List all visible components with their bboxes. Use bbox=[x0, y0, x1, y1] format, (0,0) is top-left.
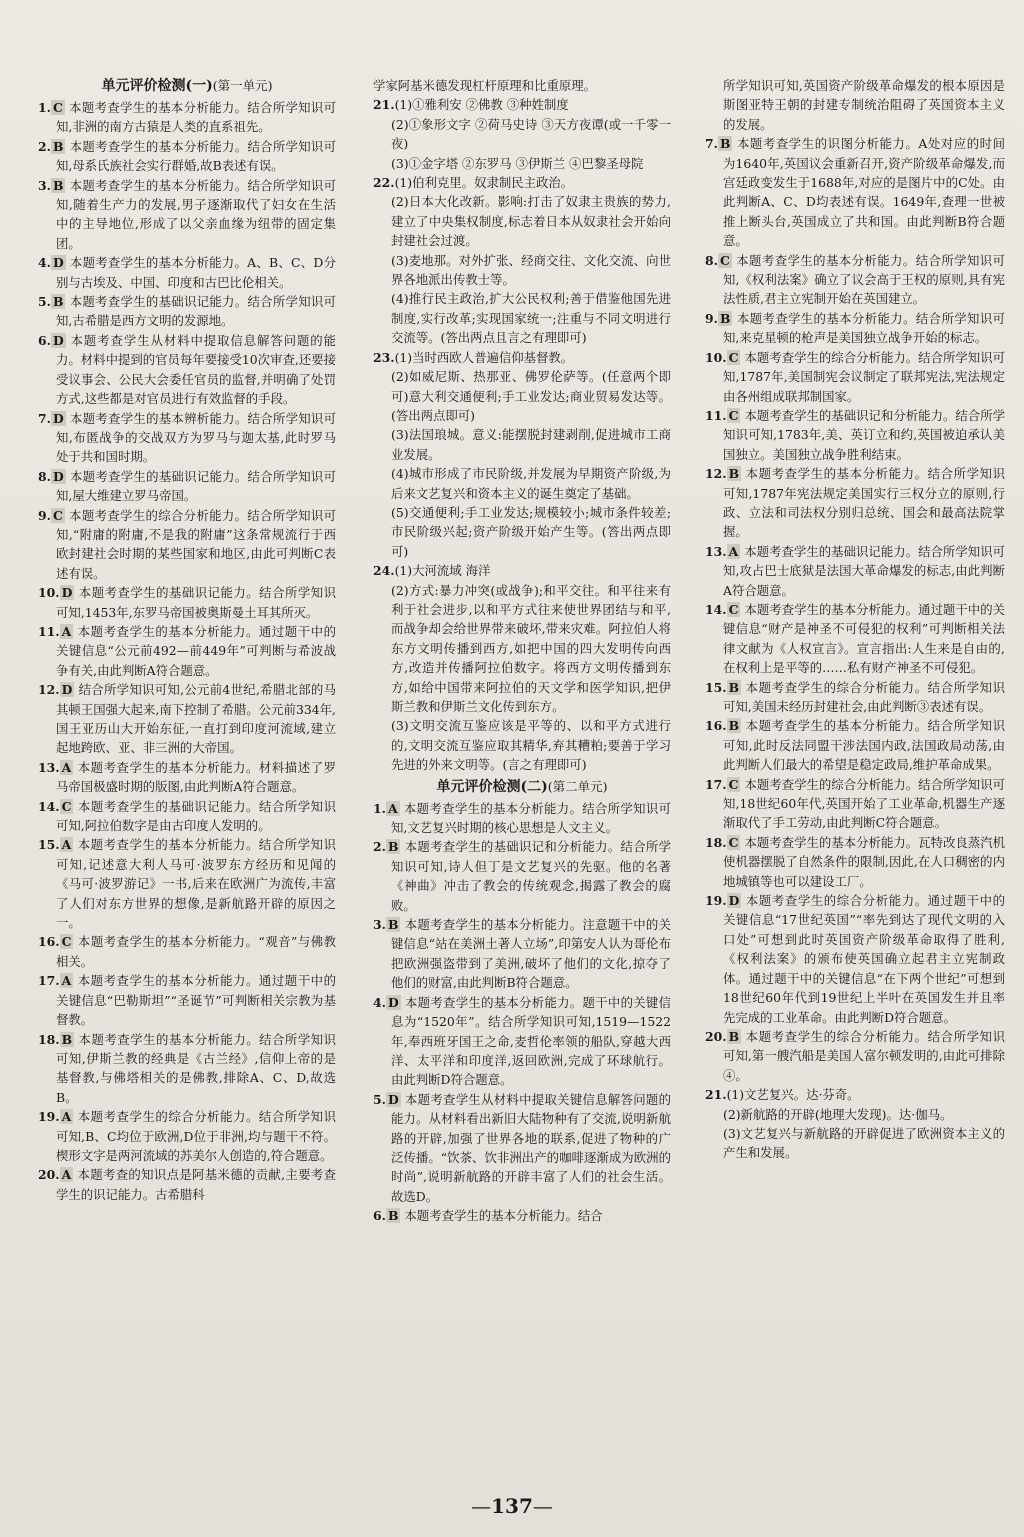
answer-item bbox=[38, 137, 336, 176]
question-number: 20. bbox=[705, 1028, 727, 1044]
answer-item bbox=[38, 331, 336, 409]
answer-item bbox=[705, 348, 1005, 406]
explanation-text: 本题考查学生的基础识记能力。结合所学知识可知,屋大维建立罗马帝国。 bbox=[56, 468, 336, 504]
section-title-unit-1: 单元评价检测(一)(第一单元) bbox=[101, 78, 273, 94]
answer-letter: D bbox=[61, 682, 73, 698]
explanation-text: 本题考查学生的基本分析能力。通过题干中的关键信息“巴勒斯坦”“圣诞节”可判断相关宗教为基督教。 bbox=[56, 973, 336, 1028]
answer-item bbox=[373, 1206, 671, 1225]
answer-letter: C bbox=[61, 798, 72, 814]
answer-list-unit-2-cont bbox=[705, 134, 1005, 1085]
question-number: 16. bbox=[705, 718, 727, 734]
answer-item bbox=[705, 464, 1005, 542]
column-1 bbox=[38, 76, 336, 1204]
explanation-text: 结合所学知识可知,公元前4世纪,希腊北部的马其顿王国强大起来,南下控制了希腊。公元前334年,国王亚历山大开始东征,一直打到印度河流域,建立起地跨欧、亚、非三洲的大帝国。 bbox=[56, 682, 336, 756]
answer-letter: C bbox=[52, 507, 63, 523]
explanation-text: 本题考查学生的基本分析能力。通过题干中的关键信息“财产是神圣不可侵犯的权利”可判断相关法律文献为《人权宣言》。宣言指出:人生来是自由的,在权利上是平等的……私有财产神圣不可侵犯。 bbox=[723, 601, 1005, 676]
explanation-text: 本题考查学生的识图分析能力。A处对应的时间为1640年,英国议会重新召开,资产阶级革命爆发,而宫廷政变发生于1688年,对应的是图片中的C处。由此判断A、C、D均表述有误。1649年,查理一世被推上断头台,英国成立了共和国。由此判断B符合题意。 bbox=[723, 136, 1005, 249]
question-number: 7. bbox=[705, 136, 718, 152]
explanation-text: 本题考查学生从材料中提取关键信息解答问题的能力。从材料看出新旧大陆物种有了交流,说明新航路的开辟,加强了世界各地的联系,促进了物种的广泛传播。“饮茶、饮非洲出产的咖啡逐渐成为欧洲的时尚”,说明新航路的开辟丰富了人们的社会生活。故选D。 bbox=[391, 1091, 671, 1204]
explanation-text: 本题考查学生的基本分析能力。结合所学知识可知,文艺复兴时期的核心思想是人文主义。 bbox=[391, 800, 671, 836]
answer-letter: D bbox=[728, 893, 740, 909]
question-22: 22.(1)伯利克里。奴隶制民主政治。 (2)日本大化改新。影响:打击了奴隶主贵族的势力,建立了中央集权制度,标志着日本从奴隶社会开始向封建社会过渡。 (3)麦地那。对外扩张、经商交往、文化交流、向世界各地派出传教士等。 (4)推行民主政治,扩大公民权利;善于借鉴他国先进制度,实行改革;实现国家统一;注重与不同文明进行交流等。(答出两点且言之有理即可) bbox=[373, 175, 671, 346]
answer-item bbox=[705, 309, 1005, 348]
answer-letter: A bbox=[728, 543, 739, 559]
answer-item bbox=[38, 1030, 336, 1108]
section-title-unit-2: 单元评价检测(二)(第二单元) bbox=[436, 778, 608, 795]
question-number: 9. bbox=[705, 310, 718, 326]
explanation-text: 本题考查学生的基础识记能力。结合所学知识可知,阿拉伯数字是由古印度人发明的。 bbox=[56, 798, 336, 834]
continued-text: 所学知识可知,英国资产阶级革命爆发的根本原因是斯图亚特王朝的封建专制统治阻碍了英国资本主义的发展。 bbox=[723, 78, 1005, 132]
question-number: 3. bbox=[373, 917, 386, 933]
answer-letter: A bbox=[61, 1167, 72, 1183]
answer-letter: B bbox=[728, 679, 740, 695]
explanation-text: 本题考查学生的综合分析能力。结合所学知识可知,第一艘汽船是美国人富尔顿发明的,由此可排除④。 bbox=[723, 1028, 1005, 1083]
answer-letter: A bbox=[61, 1109, 72, 1125]
explanation-text: 本题考查学生的基本分析能力。结合所学知识可知,随着生产力的发展,男子逐渐取代了妇女在生活中的主导地位,形成了以父亲血缘为纽带的固定集团。 bbox=[56, 177, 336, 251]
explanation-text: 本题考查学生的基本辨析能力。结合所学知识可知,布匿战争的交战双方为罗马与迦太基,此时罗马处于共和国时期。 bbox=[56, 410, 336, 465]
question-number: 19. bbox=[38, 1109, 60, 1125]
answer-item bbox=[705, 775, 1005, 833]
answer-item bbox=[373, 837, 671, 915]
answer-letter: A bbox=[61, 623, 72, 639]
answer-letter: C bbox=[728, 601, 739, 617]
answer-item bbox=[705, 833, 1005, 891]
answer-letter: A bbox=[387, 800, 398, 816]
explanation-text: 本题考查学生的基础识记能力。结合所学知识可知,古希腊是西方文明的发源地。 bbox=[56, 294, 336, 329]
question-number: 16. bbox=[38, 934, 60, 950]
explanation-text: 本题考查学生的基本分析能力。A、B、C、D分别与古埃及、中国、印度和古巴比伦相关。 bbox=[56, 255, 336, 290]
explanation-text: 本题考查学生的基本分析能力。结合所学知识可知,1787年宪法规定美国实行三权分立的原则,行政、立法和司法权分别归总统、国会和最高法院掌握。 bbox=[723, 466, 1005, 540]
answer-letter: A bbox=[61, 837, 72, 853]
answer-list-unit-2 bbox=[373, 799, 671, 1226]
answer-item bbox=[705, 406, 1005, 464]
explanation-text: 本题考查学生的基本分析能力。结合所学知识可知,此时反法同盟干涉法国内政,法国政局动荡,由此判断人们最大的希望是稳定政局,维护革命成果。 bbox=[723, 718, 1005, 773]
answer-letter: C bbox=[719, 252, 730, 268]
answer-item bbox=[38, 583, 336, 622]
column-3 bbox=[705, 76, 1005, 1163]
question-number: 18. bbox=[705, 834, 727, 850]
answer-item bbox=[38, 680, 336, 758]
question-number: 4. bbox=[38, 255, 51, 271]
question-number: 2. bbox=[38, 138, 51, 154]
explanation-text: 本题考查学生的基本分析能力。结合 bbox=[404, 1208, 603, 1224]
answer-item bbox=[38, 176, 336, 254]
explanation-text: 本题考查学生的基本分析能力。注意题干中的关键信息“站在美洲土著人立场”,印第安人认为哥伦布把欧洲强盗带到了美洲,破坏了他们的文化,掠夺了他们的财富,由此判断B符合题意。 bbox=[391, 917, 671, 991]
answer-letter: C bbox=[61, 934, 72, 950]
explanation-text: 本题考查学生的综合分析能力。结合所学知识可知,“附庸的附庸,不是我的附庸”这条常规流行于西欧封建社会时期的某些国家和地区,由此可判断C表述有误。 bbox=[56, 507, 336, 581]
answer-item bbox=[38, 467, 336, 506]
answer-letter: A bbox=[61, 759, 72, 775]
question-23: 23.(1)当时西欧人普遍信仰基督教。 (2)如威尼斯、热那亚、佛罗伦萨等。(任意两个即可)意大利交通便利;手工业发达;商业贸易发达等。(答出两点即可) (3)法国琅城。意义:能摆脱封建剥削,促进城市工商业发展。 (4)城市形成了市民阶级,并发展为早期资产阶级,为后来文艺复兴和资本主义的诞生奠定了基础。 (5)交通便利;手工业发达;规模较小;城市条件较差;市民阶级兴起;资产阶级开始产生等。(答出两点即可) bbox=[373, 349, 671, 559]
answer-item bbox=[705, 542, 1005, 600]
question-number: 12. bbox=[38, 682, 60, 698]
question-number: 11. bbox=[705, 407, 727, 423]
question-number: 3. bbox=[38, 177, 51, 193]
explanation-text: 本题考查学生的基本分析能力。材料描述了罗马帝国极盛时期的版图,由此判断A符合题意。 bbox=[56, 759, 336, 795]
answer-letter: C bbox=[52, 100, 63, 115]
answer-item bbox=[38, 1107, 336, 1165]
question-number: 5. bbox=[373, 1091, 386, 1107]
answer-letter: B bbox=[52, 138, 64, 154]
answer-item bbox=[38, 758, 336, 797]
answer-letter: C bbox=[728, 407, 739, 423]
question-number: 5. bbox=[38, 294, 51, 310]
answer-letter: D bbox=[61, 585, 73, 601]
question-number: 1. bbox=[38, 100, 51, 115]
explanation-text: 本题考查学生的基础识记能力。结合所学知识可知,攻占巴士底狱是法国大革命爆发的标志,由此判断A符合题意。 bbox=[723, 543, 1005, 598]
question-number: 13. bbox=[38, 759, 60, 775]
answer-letter: B bbox=[61, 1031, 73, 1047]
question-number: 18. bbox=[38, 1031, 60, 1047]
column-2 bbox=[373, 76, 671, 1226]
answer-letter: D bbox=[387, 994, 399, 1010]
explanation-text: 本题考查学生的基本分析能力。结合所学知识可知,伊斯兰教的经典是《古兰经》,信仰上帝的是基督教,与佛塔相关的是佛教,排除A、C、D,故选B。 bbox=[56, 1031, 336, 1105]
answer-letter: B bbox=[387, 917, 399, 933]
explanation-text: 本题考查学生的综合分析能力。结合所学知识可知,美国未经历封建社会,由此判断③表述有误。 bbox=[723, 679, 1005, 714]
explanation-text: 本题考查的知识点是阿基米德的贡献,主要考查学生的识记能力。古希腊科 bbox=[56, 1167, 336, 1202]
answer-item bbox=[38, 932, 336, 971]
explanation-text: 本题考查学生的基础识记和分析能力。结合所学知识可知,1783年,美、英订立和约,英国被迫承认美国独立。美国独立战争胜利结束。 bbox=[723, 407, 1005, 462]
answer-letter: B bbox=[387, 1208, 399, 1224]
explanation-text: 本题考查学生的基本分析能力。结合所学知识可知,母系氏族社会实行群婚,故B表述有误。 bbox=[56, 138, 336, 174]
answer-letter: B bbox=[728, 466, 740, 482]
answer-letter: B bbox=[52, 177, 64, 193]
question-number: 7. bbox=[38, 410, 51, 426]
question-number: 17. bbox=[705, 776, 727, 792]
explanation-text: 本题考查学生的基本分析能力。结合所学知识可知,《权利法案》确立了议会高于王权的原则,具有宪法性质,君主立宪制开始在英国建立。 bbox=[723, 252, 1005, 307]
answer-letter: B bbox=[719, 136, 731, 152]
question-number: 19. bbox=[705, 893, 727, 909]
answer-item bbox=[705, 134, 1005, 250]
question-number: 4. bbox=[373, 994, 386, 1010]
explanation-text: 本题考查学生的综合分析能力。结合所学知识可知,18世纪60年代,英国开始了工业革命,机器生产逐渐取代了手工劳动,由此判断C符合题意。 bbox=[723, 776, 1005, 831]
answer-item bbox=[38, 835, 336, 932]
question-21: 21.(1)①雅利安 ②佛教 ③种姓制度 (2)①象形文字 ②荷马史诗 ③天方夜谭(或一千零一夜) (3)①金字塔 ②东罗马 ③伊斯兰 ④巴黎圣母院 bbox=[373, 97, 671, 171]
answer-letter: C bbox=[728, 349, 739, 365]
answer-item bbox=[373, 799, 671, 838]
question-number: 8. bbox=[705, 252, 718, 268]
answer-item bbox=[705, 678, 1005, 717]
answer-item bbox=[38, 971, 336, 1029]
answer-letter: D bbox=[52, 255, 64, 271]
question-number: 6. bbox=[373, 1208, 386, 1224]
answer-item bbox=[38, 409, 336, 467]
answer-letter: B bbox=[728, 718, 740, 734]
answer-item bbox=[38, 622, 336, 680]
answer-item bbox=[38, 506, 336, 584]
answer-letter: D bbox=[52, 468, 64, 484]
explanation-text: 本题考查学生的基本分析能力。瓦特改良蒸汽机使机器摆脱了自然条件的限制,因此,在人口稠密的内地城镇等也可以建设工厂。 bbox=[723, 834, 1005, 889]
page-number: —137— bbox=[471, 1494, 553, 1518]
explanation-text: 本题考查学生的基本分析能力。结合所学知识可知,非洲的南方古猿是人类的直系祖先。 bbox=[56, 100, 336, 135]
answer-letter: C bbox=[728, 776, 739, 792]
question-number: 12. bbox=[705, 466, 727, 482]
answer-list-unit-1 bbox=[38, 98, 336, 1204]
answer-letter: B bbox=[719, 310, 731, 326]
question-number: 14. bbox=[705, 601, 727, 617]
explanation-text: 本题考查学生的基本分析能力。通过题干中的关键信息“公元前492—前449年”可判断与希波战争有关,由此判断A符合题意。 bbox=[56, 623, 336, 678]
answer-letter: B bbox=[728, 1028, 740, 1044]
question-21-unit-2: 21.(1)文艺复兴。达·芬奇。 (2)新航路的开辟(地理大发现)。达·伽马。 (3)文艺复兴与新航路的开辟促进了欧洲资本主义的产生和发展。 bbox=[705, 1087, 1005, 1161]
answer-item bbox=[705, 600, 1005, 678]
answer-letter: A bbox=[61, 973, 72, 989]
continued-text: 学家阿基米德发现杠杆原理和比重原理。 bbox=[373, 78, 597, 93]
answer-letter: C bbox=[728, 834, 739, 850]
question-number: 15. bbox=[38, 837, 60, 853]
explanation-text: 本题考查学生从材料中提取信息解答问题的能力。材料中提到的官员每年要接受10次审查,还要接受议事会、公民大会委任官员的监督,并明确了处罚方式,这些都是对官员进行有效监督的手段。 bbox=[56, 332, 336, 407]
explanation-text: 本题考查学生的基本分析能力。结合所学知识可知,记述意大利人马可·波罗东方经历和见闻的《马可·波罗游记》一书,后来在欧洲广为流传,丰富了人们对东方世界的想像,是新航路开辟的原因之一。 bbox=[56, 837, 336, 931]
answer-item bbox=[705, 251, 1005, 309]
question-number: 10. bbox=[705, 349, 727, 365]
question-number: 20. bbox=[38, 1167, 60, 1183]
answer-letter: B bbox=[52, 294, 64, 310]
answer-item bbox=[373, 1090, 671, 1206]
question-number: 1. bbox=[373, 800, 386, 816]
question-24: 24.(1)大河流域 海洋 (2)方式:暴力冲突(或战争);和平交往。和平往来有利于社会进步,以和平方式往来使世界团结与和平,而战争却会给世界带来破坏,带来灾难。阿拉伯人将东方文明传播到西方,如把中国的四大发明传向西方,改造并传播阿拉伯数字。将西方文明传播到东方,如给中国带来阿拉伯的天文学和医学知识,把伊斯兰教和伊斯兰文化传到东方。 (3)文明交流互鉴应该是平等的、以和平方式进行的,文明交流互鉴应取其精华,弃其糟粕;要善于学习先进的外来文明等。(言之有理即可) bbox=[373, 563, 671, 773]
explanation-text: 本题考查学生的基础识记和分析能力。结合所学知识可知,诗人但丁是文艺复兴的先驱。他的名著《神曲》冲击了教会的传统观念,揭露了教会的腐败。 bbox=[391, 839, 671, 913]
answer-letter: D bbox=[52, 410, 64, 426]
answer-item bbox=[38, 292, 336, 331]
answer-item bbox=[38, 98, 336, 137]
question-number: 17. bbox=[38, 973, 60, 989]
answer-letter: B bbox=[387, 839, 399, 855]
question-number: 14. bbox=[38, 798, 60, 814]
answer-item bbox=[38, 253, 336, 292]
explanation-text: 本题考查学生的基本分析能力。结合所学知识可知,来克星顿的枪声是美国独立战争开始的标志。 bbox=[723, 310, 1005, 346]
question-number: 15. bbox=[705, 679, 727, 695]
question-number: 13. bbox=[705, 543, 727, 559]
explanation-text: 本题考查学生的基础识记能力。结合所学知识可知,1453年,东罗马帝国被奥斯曼土耳其所灭。 bbox=[56, 585, 336, 620]
question-number: 6. bbox=[38, 332, 51, 348]
question-number: 9. bbox=[38, 507, 51, 523]
explanation-text: 本题考查学生的综合分析能力。结合所学知识可知,1787年,美国制宪会议制定了联邦宪法,宪法规定由各州组成联邦制国家。 bbox=[723, 349, 1005, 404]
explanation-text: 本题考查学生的综合分析能力。通过题干中的关键信息“17世纪英国”“率先到达了现代文明的入口处”可想到此时英国资产阶级革命取得了胜利,《权利法案》的颁布使英国确立起君主立宪制政体。通过题干中的关键信息“在下两个世纪”可想到18世纪60年代到19世纪上半叶在英国发生并且率先完成的工业革命。由此判断D符合题意。 bbox=[723, 893, 1005, 1025]
answer-letter: D bbox=[52, 332, 64, 348]
answer-item bbox=[373, 915, 671, 993]
explanation-text: 本题考查学生的基本分析能力。题干中的关键信息为“1520年”。结合所学知识可知,1519—1522年,奉西班牙国王之命,麦哲伦率领的船队,穿越大西洋、太平洋和印度洋,返回欧洲,完成了环球航行。由此判断D符合题意。 bbox=[391, 994, 671, 1088]
answer-letter: D bbox=[387, 1091, 399, 1107]
explanation-text: 本题考查学生的基本分析能力。“观音”与佛教相关。 bbox=[56, 934, 336, 969]
answer-item bbox=[705, 1027, 1005, 1085]
answer-item bbox=[705, 716, 1005, 774]
question-number: 10. bbox=[38, 585, 60, 601]
question-number: 11. bbox=[38, 623, 60, 639]
answer-item bbox=[373, 993, 671, 1090]
answer-item bbox=[38, 797, 336, 836]
answer-item bbox=[38, 1165, 336, 1204]
question-number: 8. bbox=[38, 468, 51, 484]
question-number: 2. bbox=[373, 839, 386, 855]
explanation-text: 本题考查学生的综合分析能力。结合所学知识可知,B、C均位于欧洲,D位于非洲,均与题干不符。楔形文字是两河流域的苏美尔人创造的,符合题意。 bbox=[56, 1109, 336, 1163]
answer-item bbox=[705, 891, 1005, 1027]
